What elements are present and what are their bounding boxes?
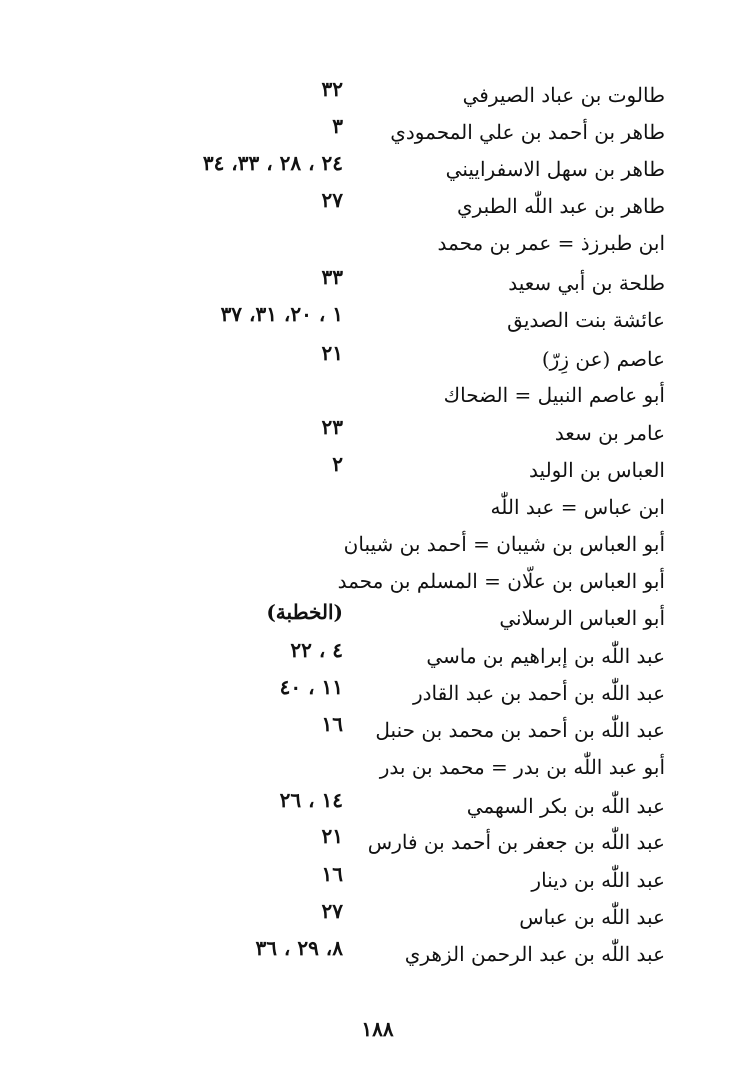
entry-name: طاهر بن سهل الاسفراييني bbox=[445, 157, 665, 181]
entry-pages: ١ ، ٢٠، ٣١، ٣٧ bbox=[220, 302, 343, 326]
entry-name: طلحة بن أبي سعيد bbox=[508, 271, 665, 295]
index-entry bbox=[0, 488, 755, 526]
entry-name: عبد اللّٰه بن جعفر بن أحمد بن فارس bbox=[367, 830, 665, 854]
entry-pages: ٢٣ bbox=[321, 415, 343, 439]
entry-pages: ٣٣ bbox=[321, 265, 343, 289]
entry-name: أبو عبد اللّٰه بن بدر = محمد بن بدر bbox=[379, 755, 665, 779]
index-entry bbox=[0, 340, 755, 378]
entry-name: ابن طبرزذ = عمر بن محمد bbox=[437, 231, 665, 255]
entry-name: عبد اللّٰه بن إبراهيم بن ماسي bbox=[426, 644, 665, 668]
entry-pages: ١١ ، ٤٠ bbox=[279, 675, 343, 699]
entry-pages: ١٦ bbox=[321, 862, 343, 886]
entry-pages: ٢١ bbox=[321, 341, 343, 365]
entry-name: عبد اللّٰه بن أحمد بن محمد بن حنبل bbox=[375, 718, 665, 742]
index-entry bbox=[0, 187, 755, 225]
entry-pages: ٢٧ bbox=[321, 188, 343, 212]
entry-pages: ٢٧ bbox=[321, 899, 343, 923]
entry-name: عبد اللّٰه بن بكر السهمي bbox=[466, 794, 665, 818]
entry-name: ابن عباس = عبد اللّٰه bbox=[490, 495, 665, 519]
entry-pages: ٨، ٢٩ ، ٣٦ bbox=[255, 936, 343, 960]
entry-pages: ٣ bbox=[332, 114, 343, 138]
index-entry bbox=[0, 935, 755, 973]
entry-name: طاهر بن أحمد بن علي المحمودي bbox=[390, 120, 665, 144]
entry-name: أبو عاصم النبيل = الضحاك bbox=[443, 383, 665, 407]
entry-name: عبد اللّٰه بن عبد الرحمن الزهري bbox=[404, 942, 665, 966]
entry-name: عامر بن سعد bbox=[554, 421, 665, 445]
entry-name: عاصم (عن زِرّ) bbox=[541, 347, 665, 371]
entry-pages: ٣٢ bbox=[321, 77, 343, 101]
entry-pages: ١٦ bbox=[321, 712, 343, 736]
entry-name: عبد اللّٰه بن دينار bbox=[531, 868, 665, 892]
index-entry bbox=[0, 711, 755, 749]
entry-pages: ٢١ bbox=[321, 824, 343, 848]
page-number: ١٨٨ bbox=[361, 1017, 394, 1041]
entry-name: أبو العباس بن شيبان = أحمد بن شيبان bbox=[343, 532, 665, 556]
entry-name: عبد اللّٰه بن عباس bbox=[519, 905, 665, 929]
index-entry bbox=[0, 224, 755, 262]
entry-pages: ٢ bbox=[332, 452, 343, 476]
entry-name: طاهر بن عبد اللّٰه الطبري bbox=[456, 194, 665, 218]
entry-pages: ٤ ، ٢٢ bbox=[290, 638, 343, 662]
entry-name: طالوت بن عباد الصيرفي bbox=[462, 83, 665, 107]
entry-pages: ٢٤ ، ٢٨ ، ٣٣، ٣٤ bbox=[202, 151, 343, 175]
entry-name: أبو العباس الرسلاني bbox=[499, 606, 665, 630]
index-entry bbox=[0, 451, 755, 489]
index-entry bbox=[0, 525, 755, 563]
entry-pages: ١٤ ، ٢٦ bbox=[279, 788, 343, 812]
entry-name: العباس بن الوليد bbox=[529, 458, 665, 482]
entry-name: عائشة بنت الصديق bbox=[507, 308, 665, 332]
entry-pages: (الخطبة) bbox=[266, 600, 343, 624]
entry-name: عبد اللّٰه بن أحمد بن عبد القادر bbox=[412, 681, 665, 705]
entry-name: أبو العباس بن علّان = المسلم بن محمد bbox=[337, 569, 665, 593]
